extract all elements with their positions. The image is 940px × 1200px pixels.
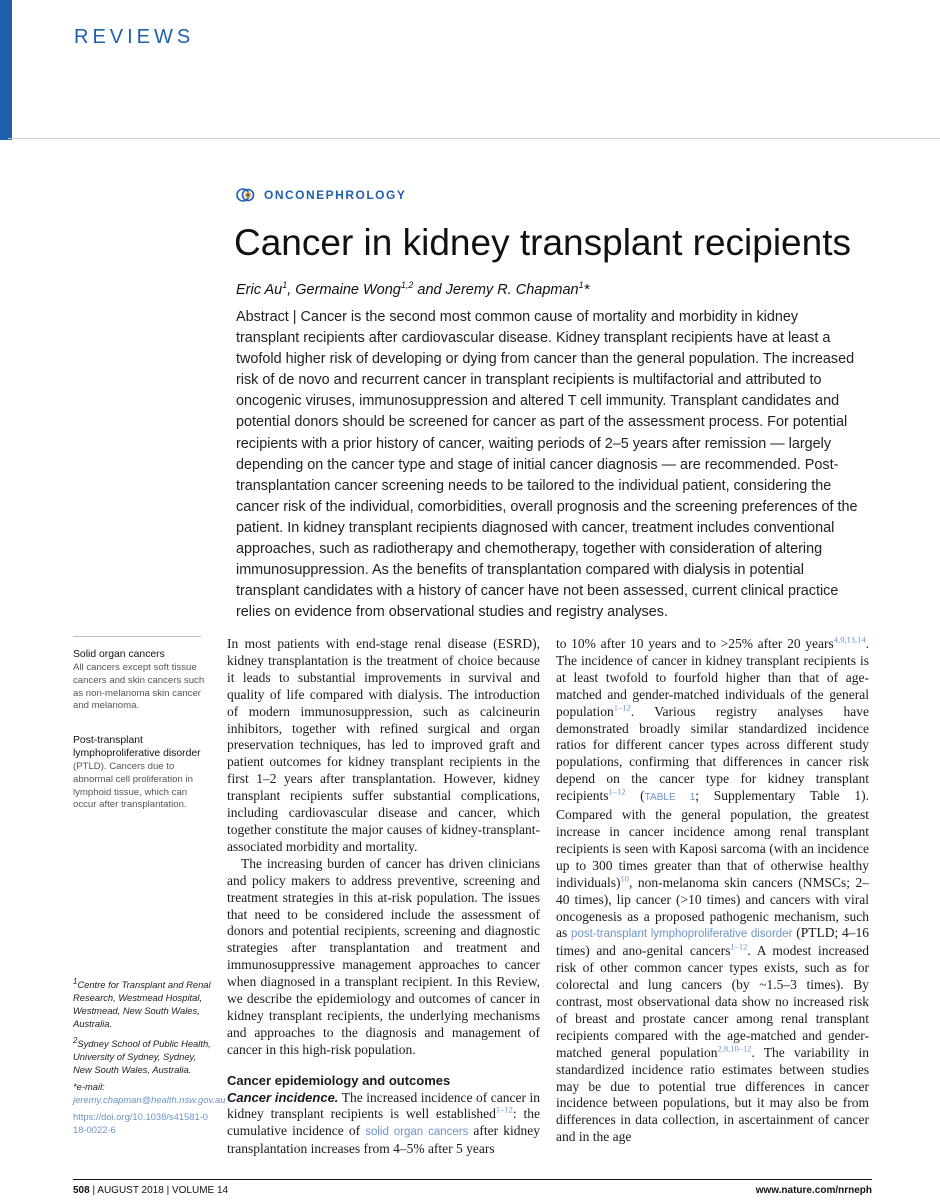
page-number: 508 [73,1185,90,1196]
footer-issue-info [73,1185,228,1196]
doi-link[interactable]: https://doi.org/10.1038/s41581-018-0022-6 [73,1111,208,1136]
affiliation-item: $^1$Centre for Transplant and Renal Research, Westmead Hospital, Westmead, New South Wales, Australia. [73,977,211,1030]
citation-link[interactable]: 10 [620,873,629,884]
abstract-label: Abstract [236,309,289,325]
glossary-term: Solid organ cancers [73,649,165,660]
body-paragraph: Cancer incidence. The increased incidence of cancer in kidney transplant recipients is well established$^{1-12}$: the cumulative incidence of solid organ cancers after kidney transplantation increases from 4–5% after 5 years [227,1089,540,1157]
glossary-definition: (PTLD). Cancers due to abnormal cell proliferation in lymphoid tissue, which can occur after transplantation. [73,761,193,811]
citation-link[interactable]: 1–12 [730,941,748,952]
citation-link[interactable]: 1–12 [613,702,631,713]
glossary-divider [73,636,201,637]
author-affiliation: 1 [578,280,584,290]
email-link[interactable]: jeremy.chapman@health.nsw.gov.au [73,1094,226,1106]
affiliation-mark: 1 [73,977,78,986]
glossary-link[interactable]: post-transplant lymphoproliferative disorder [571,928,793,941]
body-paragraph: In most patients with end-stage renal disease (ESRD), kidney transplantation is the treatment of choice because it leads to substantial improvements in survival and quality of life compared with dialysis. The introduction of modern immunosuppression, such as calcineurin inhibitors, together with refined surgical and organ preservation techniques, has led to improved graft and patient outcomes for kidney transplant recipients in the first 1–2 years after transplantation. However, kidney transplant recipients suffer substantial complications, including cardiovascular disease and cancer, which together constitute the major causes of kidney-transplant-associated morbidity and mortality. [227,636,540,854]
author-name: Germaine Wong [295,281,401,298]
abstract: Abstract | Cancer is the second most common cause of mortality and morbidity in kidney transplant recipients after cardiovascular disease. Kidney transplant recipients have at least a twofold higher risk of developing or dying from cancer than the general population. The increased risk of de novo and recurrent cancer in transplant recipients is multifactorial and attributed to oncogenic viruses, immunosuppression and altered T cell immunity. Transplant candidates and potential donors should be screened for cancer as part of the assessment process. For potential recipients with a prior history of cancer, waiting periods of 2–5 years after remission — largely depending on the cancer type and stage of initial cancer diagnosis — are recommended. Post-transplantation cancer screening needs to be tailored to the individual patient, considering the cancer risk of the individual, comorbidities, overall prognosis and the screening preferences of the patient. In kidney transplant recipients diagnosed with cancer, treatment includes conventional approaches, such as radiotherapy and chemotherapy, together with consideration of altering immunosuppression. As the benefits of transplantation compared with dialysis in potential transplant candidates with a history of cancer have not been assessed, current clinical practice relies on evidence from observational studies and registry analyses. [236,309,858,621]
citation-link[interactable]: 2,8,10–12 [717,1043,752,1054]
corresponding-mark: * [583,281,590,298]
author-name: Eric Au [236,281,283,298]
author-affiliation: 1 [282,280,288,290]
issue-info: | AUGUST 2018 | VOLUME 14 [89,1185,229,1196]
author-name: Jeremy R. Chapman [445,281,579,298]
table-link[interactable]: TABLE 1 [644,792,696,804]
body-column-left [227,636,540,1158]
affiliations [73,975,226,1140]
correspondence [73,1080,226,1106]
glossary-entry [73,648,209,713]
glossary-entry [73,734,209,812]
body-paragraph: The increasing burden of cancer has driven clinicians and policy makers to address preventive, screening and treatment strategies in this at-risk population. The issues that need to be considered include the assessment of donors and potential recipients, screening and diagnostic strategies after transplantation and treatment and immunosuppressive management approaches to cancer when diagnosed in a transplant recipient. In this Review, we describe the epidemiology and outcomes of cancer in kidney transplant recipients, the underlying mechanisms and approaches to the diagnosis and management of cancer in this high-risk population. [227,855,540,1057]
author-separator: and [413,281,446,298]
glossary-term: Post-transplant lymphoproliferative disorder [73,735,201,759]
abstract-text: Cancer is the second most common cause of mortality and morbidity in kidney transplant recipients after cardiovascular disease. Kidney transplant recipients have at least a twofold higher risk of developing or dying from cancer than the general population. The increased risk of de novo and recurrent cancer in transplant recipients is multifactorial and attributed to oncogenic viruses, immunosuppression and altered T cell immunity. Transplant candidates and potential donors should be screened for cancer as part of the assessment process. For potential recipients with a prior history of cancer, waiting periods of 2–5 years after remission — largely depending on the cancer type and stage of initial cancer diagnosis — are recommended. Post-transplantation cancer screening needs to be tailored to the individual patient, considering the cancer risk of the individual, comorbidities, overall prognosis and the screening preferences of the patient. In kidney transplant recipients diagnosed with cancer, treatment includes conventional approaches, such as radiotherapy and chemotherapy, together with consideration of altering immunosuppression. As the benefits of transplantation compared with dialysis in potential transplant candidates with a history of cancer have not been assessed, current clinical practice relies on evidence from observational studies and registry analyses. [236,309,858,621]
citation-link[interactable]: 1–12 [495,1104,513,1115]
email-label: *e-mail: [73,1081,105,1093]
citation-link[interactable]: 4,9,13,14 [833,634,866,645]
journal-url[interactable]: www.nature.com/nrneph [755,1185,872,1196]
header-divider [8,138,940,139]
subsection-heading: Cancer incidence. [227,1089,339,1105]
body-column-right [556,636,869,1146]
footer-divider [73,1179,872,1180]
glossary-definition: All cancers except soft tissue cancers and skin cancers such as non-melanoma skin cancer and melanoma. [73,662,205,712]
author-separator: , [287,281,296,298]
affiliation-item: $^2$Sydney School of Public Health, University of Sydney, Sydney, New South Wales, Australia. [73,1036,211,1076]
article-title: Cancer in kidney transplant recipients [234,222,851,263]
category-tag [236,188,406,202]
category-label: ONCONEPHROLOGY [264,188,407,202]
citation-link[interactable]: 1–12 [608,786,626,797]
author-affiliation: 1,2 [400,280,414,290]
body-paragraph: to 10% after 10 years and to >25% after 20 years$^{4,9,13,14}$. The incidence of cancer in kidney transplant recipients is at least twofold to fourfold higher than that of age-matched and gender-matched individuals of the general population$^{1-12}$. Various registry analyses have demonstrated broadly similar standardized incidence ratios for different cancer types across different study populations, confirming that differences in cancer risk depend on the cancer type for kidney transplant recipients$^{1-12}$ (TABLE 1; Supplementary Table 1). Compared with the general population, the greatest increase in cancer incidence among renal transplant recipients is seen with Kaposi sarcoma (with an incidence up to 300 times greater than that of otherwise healthy individuals)$^{10}$, non-melanoma skin cancers (NMSCs; 2–40 times), lip cancer (>10 times) and cancers with viral oncogenesis as a proposed pathogenic mechanism, such as post-transplant lymphoproliferative disorder (PTLD; 4–16 times) and ano-genital cancers$^{1-12}$. A modest increased risk of other common cancer types exists, such as for colorectal and lung cancers (by ~1.5–3 times). By contrast, most observational data show no increased risk of breast and prostate cancer among renal transplant recipients compared with the age-matched and gender-matched general population$^{2,8,10-12}$. The variability in standardized incidence ratio estimates between studies may be due to potential true differences in cancer incidence between populations, but it may also be from differences in data collection, in ascertainment of cancer and in the age [556,634,869,1145]
section-label: REVIEWS [74,26,195,48]
affiliation-mark: 2 [73,1036,78,1046]
section-heading: Cancer epidemiology and outcomes [227,1072,451,1088]
concentric-circles-icon [236,188,258,202]
author-list [236,280,896,298]
glossary-link[interactable]: solid organ cancers [365,1126,469,1139]
section-color-bar [0,0,12,140]
